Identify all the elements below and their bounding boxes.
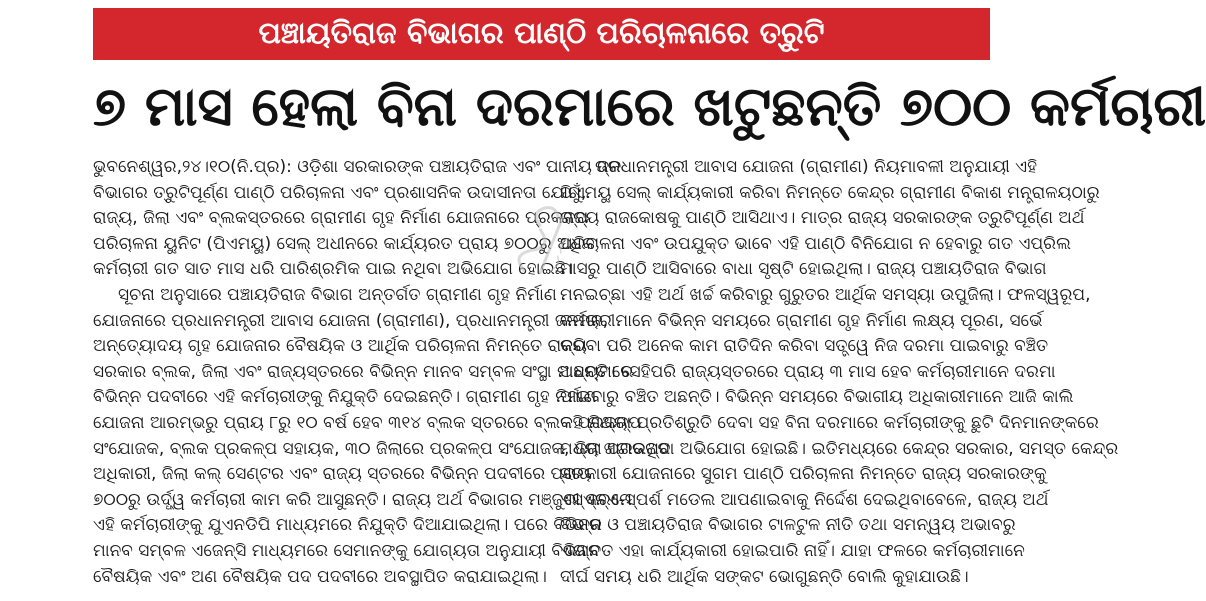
article-column-right [560, 155, 1119, 590]
body-line: ପିଏମୟୁ ସେଲ୍ କାର୍ଯ୍ୟକାରୀ କରିବା ନିମନ୍ତେ କେନ୍ଦ୍ର ଗ୍ରାମୀଣ ବିକାଶ ମନ୍ତ୍ରାଳୟଠାରୁ [560, 182, 1100, 203]
body-line: ପରିଚାଳନା ଏବଂ ଉପଯୁକ୍ତ ଭାବେ ଏହି ପାଣ୍ଠି ବିନିଯୋଗ ନ ହେବାରୁ ଗତ ଏପ୍ରିଲ [560, 233, 1071, 254]
body-line: ଅଧିକାରୀ, ଜିଲା କଲ୍ ସେଣ୍ଟର ଏବଂ ରାଜ୍ୟ ସ୍ତରରେ ବିଭିନ୍ନ ପଦବୀରେ ପ୍ରାୟ [93, 464, 591, 485]
body-line: ରାଜ୍ୟ, ଜିଲା ଏବଂ ବ୍ଲକସ୍ତରରେ ଗ୍ରାମୀଣ ଗୃହ ନିର୍ମାଣ ଯୋଜନାରେ ପ୍ରକଳ୍ପ [93, 208, 589, 229]
body-line: ଏଯାବତ ଏହା କାର୍ଯ୍ୟକାରୀ ହୋଇପାରି ନାହିଁ। ଯାହା ଫଳରେ କର୍ମଚାରୀମାନେ [560, 540, 1025, 561]
article-column-left [93, 155, 671, 590]
body-line: ଏସ୍‌ଏନ୍‌ଏ-ସ୍ପର୍ଶ ମଡେଲ ଆପଣାଇବାକୁ ନିର୍ଦ୍ଦେଶ ଦେଇଥିବାବେଳେ, ରାଜ୍ୟ ଅର୍ଥ [560, 489, 1049, 510]
body-line: ପାଇବାରୁ ବଞ୍ଚିତ ଅଛନ୍ତି। ବିଭିନ୍ନ ସମୟରେ ବିଭାଗୀୟ ଅଧିକାରୀମାନେ ଆଜି କାଲି [560, 387, 1074, 408]
body-line: ମାସରୁ ପାଣ୍ଠି ଆସିବାରେ ବାଧା ସୃଷ୍ଟି ହୋଇଥିଲା। ରାଜ୍ୟ ପଞ୍ଚାୟତିରାଜ ବିଭାଗ [560, 259, 1047, 280]
body-line: କରିବା ପରି ଅନେକ କାମ ରାତିଦିନ କରିବା ସତ୍ତ୍ୱେ ନିଜ ଦରମା ପାଇବାରୁ ବଞ୍ଚିତ [560, 336, 1049, 357]
body-line: ଅନ୍ତ୍ୟୋଦୟ ଗୃହ ଯୋଜନାର ବୈଷୟିକ ଓ ଆର୍ଥିକ ପରିଚାଳନା ନିମନ୍ତେ ରାଜ୍ୟ [93, 336, 587, 357]
body-line: ବିଭିନ୍ନ ପଦବୀରେ ଏହି କର୍ମଚାରୀଙ୍କୁ ନିଯୁକ୍ତି ଦେଇଛନ୍ତି। ଗ୍ରାମୀଣ ଗୃହ ନିର୍ମାଣ [93, 387, 597, 408]
body-line: କର୍ମଚାରୀ ଗତ ସାତ ମାସ ଧରି ପାରିଶ୍ରମିକ ପାଇ ନଥିବା ଅଭିଯୋଗ ହୋଇଛି। [93, 259, 574, 280]
body-line: ଯୋଜନାରେ ପ୍ରଧାନମନ୍ତ୍ରୀ ଆବାସ ଯୋଜନା (ଗ୍ରାମୀଣ), ପ୍ରଧାନମନ୍ତ୍ରୀ ଜନମନ, [93, 310, 609, 331]
article-headline: ୭ ମାସ ହେଲା ବିନା ଦରମାରେ ଖଟୁଛନ୍ତି ୭୦୦ କର୍ମଚାରୀ [93, 75, 1206, 138]
body-line: ୭୦୦ରୁ ଉର୍ଦ୍ଧ୍ୱ କର୍ମଚାରୀ କାମ କରି ଆସୁଛନ୍ତି। ରାଜ୍ୟ ଅର୍ଥ ବିଭାଗର ମଞ୍ଜୁରୀ କ୍ରମେ [93, 489, 633, 510]
body-line: ଅଛନ୍ତି। ସେହିପରି ରାଜ୍ୟସ୍ତରରେ ପ୍ରାୟ ୩ ମାସ ହେବ କର୍ମଚାରୀମାନେ ଦରମା [560, 361, 1056, 382]
body-line: ସରକାରୀ ଯୋଜନାରେ ସୁଗମ ପାଣ୍ଠି ପରିଚାଳନା ନିମନ୍ତେ ରାଜ୍ୟ ସରକାରଙ୍କୁ [560, 464, 1047, 485]
body-line: ମଧ୍ୟ ଖଟାଉଥିବା ଅଭିଯୋଗ ହୋଇଛି। ଇତିମଧ୍ୟରେ କେନ୍ଦ୍ର ସରକାର, ସମସ୍ତ କେନ୍ଦ୍ର [560, 438, 1119, 459]
body-line: ବୈଷୟିକ ଏବଂ ଅଣ ବୈଷୟିକ ପଦ ପଦବୀରେ ଅବସ୍ଥାପିତ କରାଯାଇଥିଲା। [93, 566, 547, 587]
body-line: ଯୋଜନା ଆରମ୍ଭରୁ ପ୍ରାୟ ୮ରୁ ୧୦ ବର୍ଷ ହେବ ୩୧୪ ବ୍ଲକ ସ୍ତରରେ ବ୍ଲକ ପ୍ରକଳ୍ପ [93, 412, 642, 433]
body-line: କହି ମିଥ୍ୟା ପ୍ରତିଶ୍ରୁତି ଦେବା ସହ ବିନା ଦରମାରେ କର୍ମଚାରୀଙ୍କୁ ଛୁଟି ଦିନମାନଙ୍କରେ [560, 412, 1099, 433]
body-line: ପରିଚାଳନା ୟୁନିଟ (ପିଏମୟୁ) ସେଲ୍ ଅଧୀନରେ କାର୍ଯ୍ୟରତ ପ୍ରାୟ ୭୦୦ରୁ ଅଧିକ [93, 233, 595, 254]
body-line: ଏହି କର୍ମଚାରୀଙ୍କୁ ଯୁଏନଡିପି ମାଧ୍ୟମରେ ନିଯୁକ୍ତି ଦିଆଯାଇଥିଲା। ପରେ ବିଭିନ୍ନ [93, 515, 602, 536]
body-line: କର୍ମଚାରୀମାନେ ବିଭିନ୍ନ ସମୟରେ ଗ୍ରାମୀଣ ଗୃହ ନିର୍ମାଣ ଲକ୍ଷ୍ୟ ପୂରଣ, ସର୍ଭେ [560, 310, 1043, 331]
body-line: ଦୀର୍ଘ ସମୟ ଧରି ଆର୍ଥିକ ସଙ୍କଟ ଭୋଗୁଛନ୍ତି ବୋଲି କୁହାଯାଉଛି। [560, 566, 969, 587]
body-line: ବିଭାଗର ତ୍ରୁଟିପୂର୍ଣ୍ଣ ପାଣ୍ଠି ପରିଚାଳନା ଏବଂ ପ୍ରଶାସନିକ ଉଦାସୀନତା ଯୋଗୁଁ, [93, 182, 587, 203]
body-line: ମନଇଚ୍ଛା ଏହି ଅର୍ଥ ଖର୍ଚ୍ଚ କରିବାରୁ ଗୁରୁତର ଆର୍ଥିକ ସମସ୍ୟା ଉପୁଜିଲା। ଫଳସ୍ୱରୂପ, [560, 284, 1091, 305]
body-line: ସୂଚନା ଅନୁସାରେ ପଞ୍ଚାୟତିରାଜ ବିଭାଗ ଅନ୍ତର୍ଗତ ଗ୍ରାମୀଣ ଗୃହ ନିର୍ମାଣ [118, 284, 557, 305]
body-line: ରାଜ୍ୟ ରାଜକୋଷକୁ ପାଣ୍ଠି ଆସିଥାଏ। ମାତ୍ର ରାଜ୍ୟ ସରକାରଙ୍କ ତ୍ରୁଟିପୂର୍ଣ୍ଣ ଅର୍ଥ [560, 208, 1085, 229]
body-line: ବିଭାଗ ଓ ପଞ୍ଚାୟତିରାଜ ବିଭାଗର ଟାଳଟୁଳ ନୀତି ତଥା ସମନ୍ୱୟ ଅଭାବରୁ [560, 515, 1016, 536]
body-line: ଭୁବନେଶ୍ୱର,୨୪।୧୦(ନି.ପ୍ର): ଓଡ଼ିଶା ସରକାରଙ୍କ ପଞ୍ଚାୟତିରାଜ ଏବଂ ପାନୀୟ ଜଳ [93, 157, 622, 177]
kicker-banner [93, 8, 990, 60]
kicker-text: ପଞ୍ଚାୟତିରାଜ ବିଭାଗର ପାଣ୍ଠି ପରିଚାଳନାରେ ତ୍ରୁଟି [258, 16, 825, 51]
body-line: ମାନବ ସମ୍ବଳ ଏଜେନ୍ସି ମାଧ୍ୟମରେ ସେମାନଙ୍କୁ ଯୋଗ୍ୟତା ଅନୁଯାୟୀ ବିଭିନ୍ନ [93, 540, 600, 561]
body-line: ପ୍ରଧାନମନ୍ତ୍ରୀ ଆବାସ ଯୋଜନା (ଗ୍ରାମୀଣ) ନିୟମାବଳୀ ଅନୁଯାୟୀ ଏହି [595, 157, 1038, 177]
body-line: ସଂଯୋଜକ, ବ୍ଲକ ପ୍ରକଳ୍ପ ସହାୟକ, ୩୦ ଜିଲାରେ ପ୍ରକଳ୍ପ ସଂଯୋଜକ, ଜିଲା ପ୍ରକଳ୍ପ [93, 438, 671, 459]
body-line: ସରକାର ବ୍ଲକ, ଜିଲା ଏବଂ ରାଜ୍ୟସ୍ତରରେ ବିଭିନ୍ନ ମାନବ ସମ୍ବଳ ସଂସ୍ଥା ମାଧ୍ୟମରେ [93, 361, 634, 382]
